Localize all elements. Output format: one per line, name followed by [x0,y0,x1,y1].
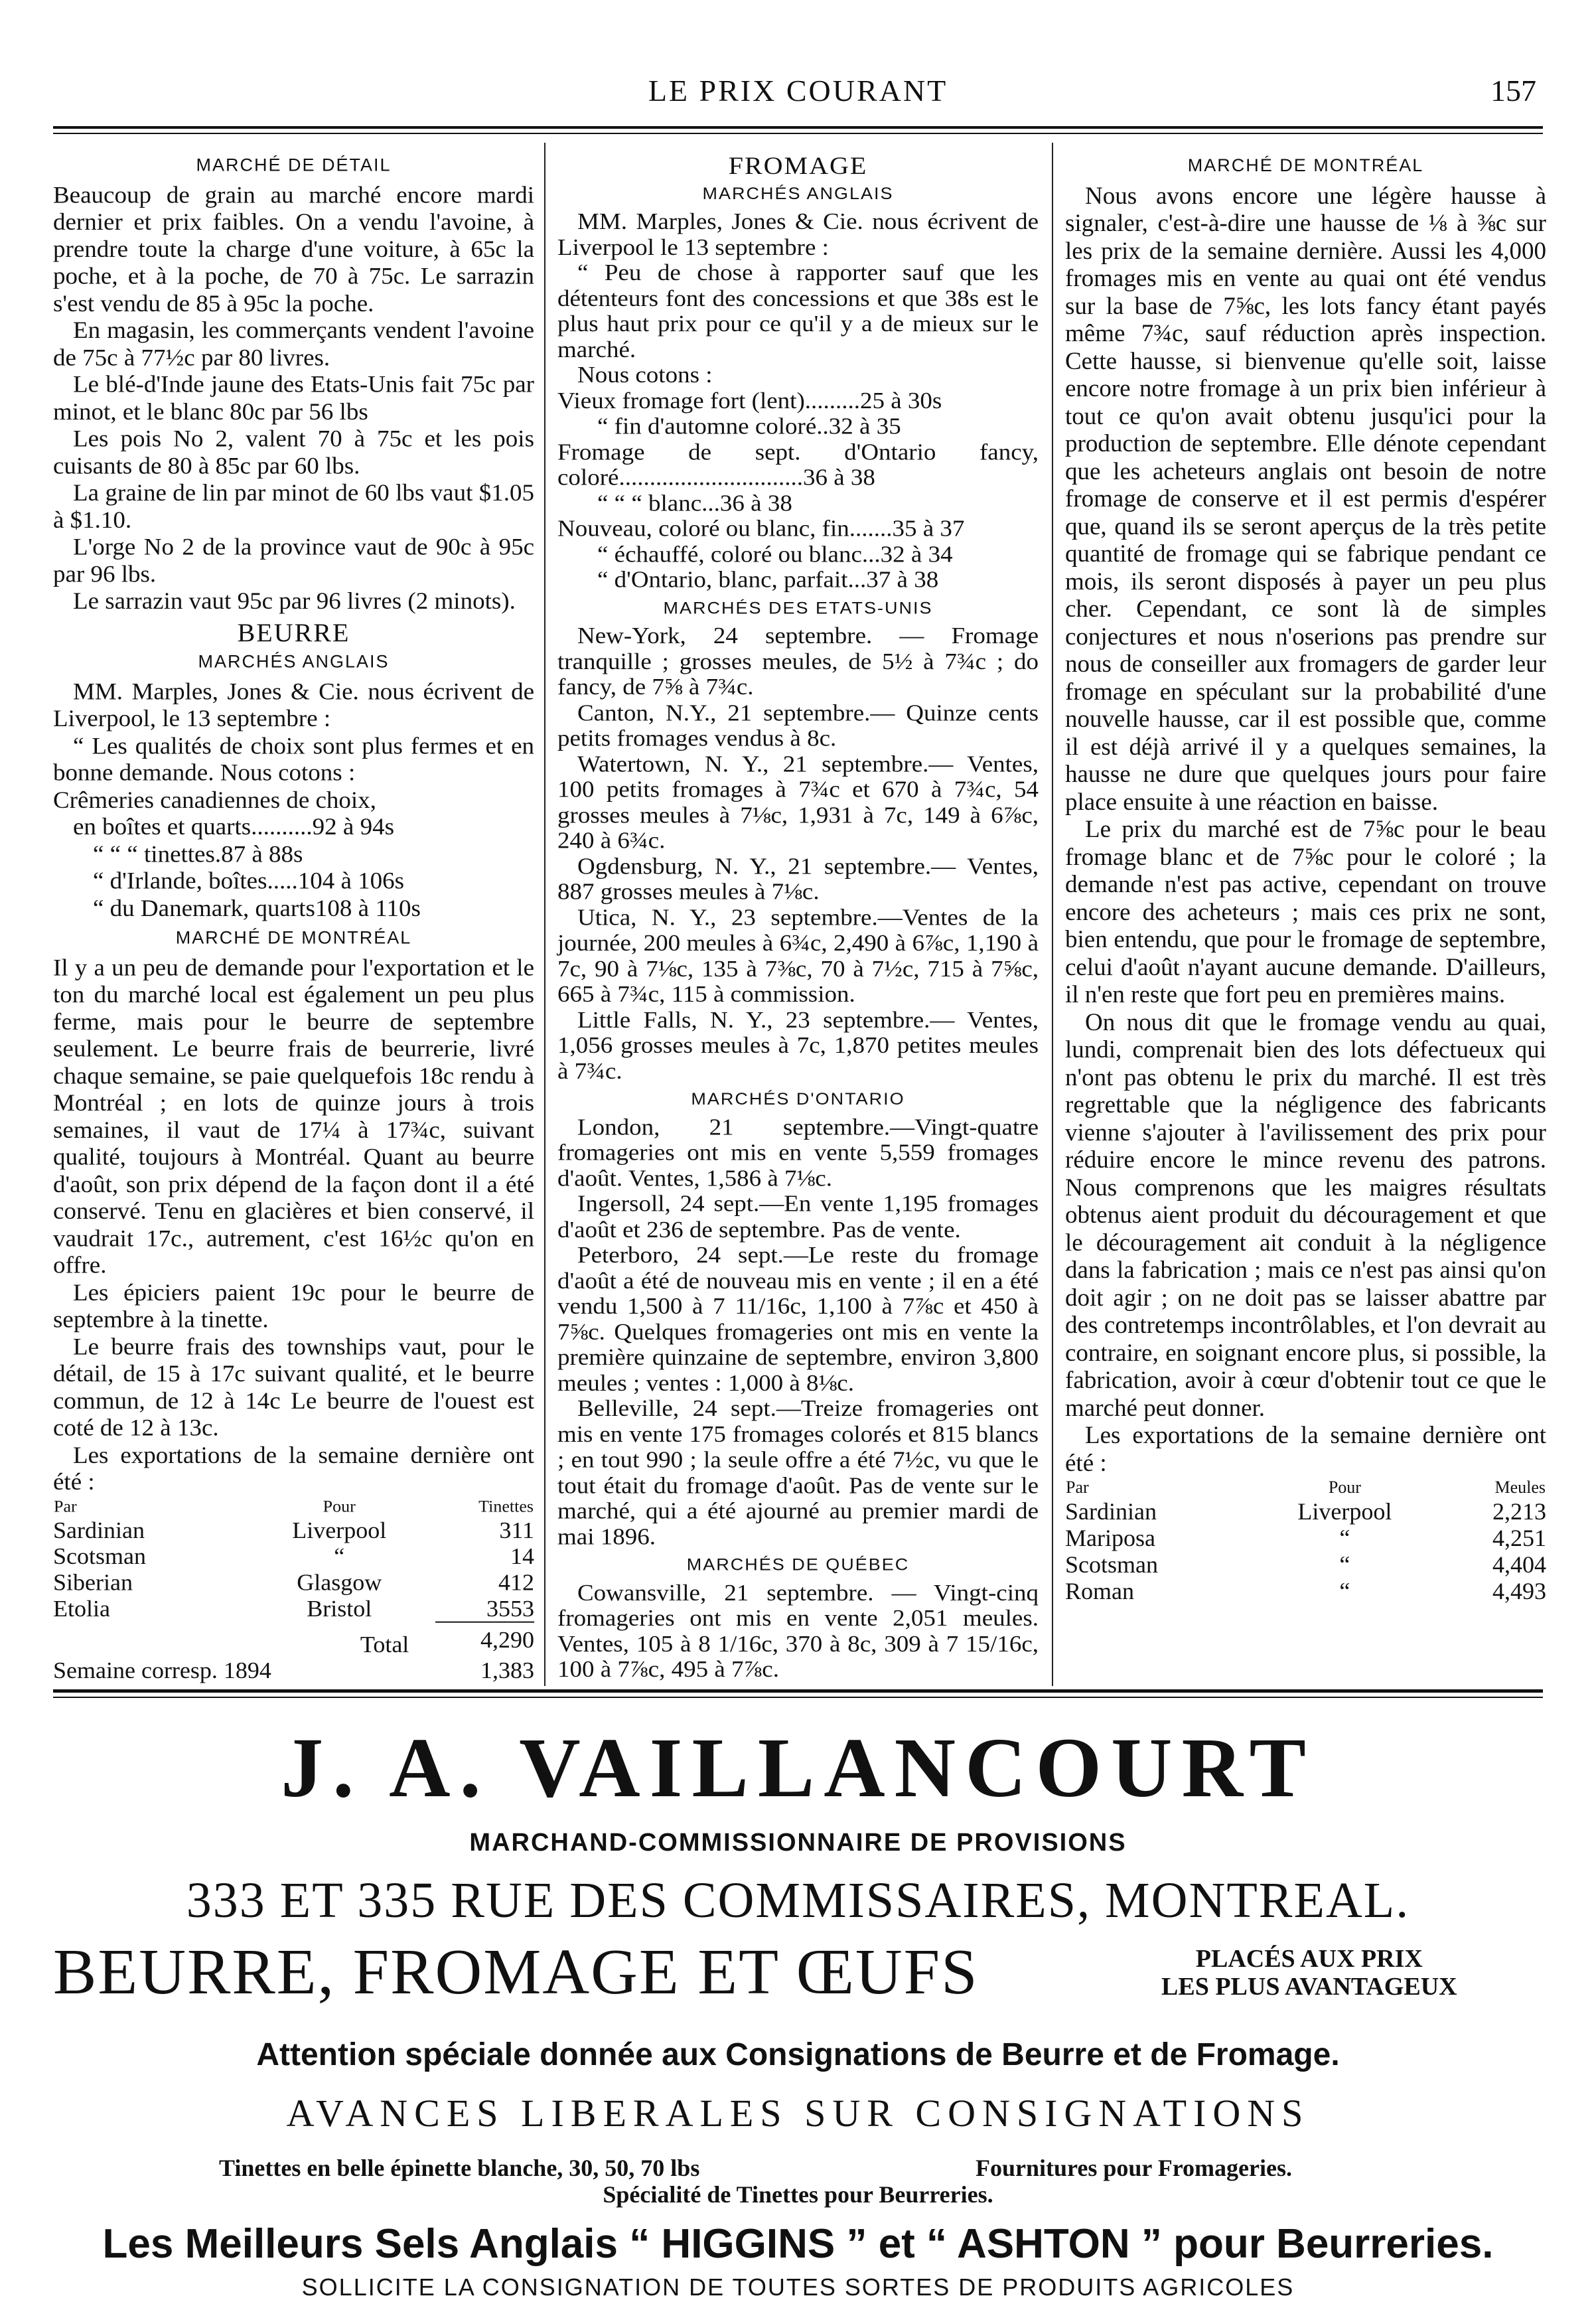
section-title: FROMAGE [728,151,868,180]
paragraph: “ Les qualités de choix sont plus fermes et en bonne demande. Nous cotons : [53,732,534,787]
paragraph: Ingersoll, 24 sept.—En vente 1,195 fromages d'août et 236 de septembre. Pas de vente. [557,1191,1039,1243]
paragraph: Utica, N. Y., 23 septembre.—Ventes de la journée, 200 meules à 6¾c, 2,490 à 6⅞c, 1,190 à 7c, 90 à 7⅛c, 135 à 7⅜c, 70 à 7½c, 715 à 7⅝c, 665 à 7¾c, 115 à commission. [557,905,1039,1008]
column-divider [1052,143,1053,1686]
paragraph: “ Peu de chose à rapporter sauf que les détenteurs font des concessions et que 38s est le plus haut prix pour ce qu'il y a de mieux sur le marché. [557,260,1039,362]
paragraph: Canton, N.Y., 21 septembre.— Quinze cents petits fromages vendus à 8c. [557,700,1039,751]
prev-value: 1,383 [480,1657,534,1683]
total-label: Total [360,1630,409,1657]
paragraph: Peterboro, 24 sept.—Le reste du fromage d'août a été de nouveau mis en vente ; il en a été vendu 1,500 à 7 11/16c, 1,100 à 7⅞c et 450 à 7⅝c. Quelques fromageries ont mis en vente la première quinzaine de septembre, environ 3,800 meules ; ventes : 1,000 à 8⅛c. [557,1243,1039,1396]
paragraph: Le beurre frais des townships vaut, pour le détail, de 15 à 17c suivant qualité, et le beurre commun, de 12 à 14c Le beurre de l'ouest est coté de 12 à 13c. [53,1333,534,1442]
paragraph: MM. Marples, Jones & Cie. nous écrivent de Liverpool, le 13 septembre : [53,678,534,732]
salts-line: Les Meilleurs Sels Anglais “ HIGGINS ” et “ ASHTON ” pour Beurreries. [102,2221,1494,2267]
total-row [53,1622,534,1657]
quote-line: Crêmeries canadiennes de choix, [53,786,376,814]
paragraph: L'orge No 2 de la province vaut de 90c à 95c par 96 lbs. [53,533,534,588]
destination: Bristol [307,1595,372,1622]
ad-top-rule-thin [53,1697,1543,1698]
paragraph: Les épiciers paient 19c pour le beurre de septembre à la tinette. [53,1279,534,1334]
section-heading: MARCHÉS ANGLAIS [702,184,894,203]
table-header: Pour [323,1496,356,1515]
ship-name: Etolia [53,1595,110,1622]
paragraph: Il y a un peu de demande pour l'exportation et le ton du marché local est également un peu plus ferme, mais pour le beurre de septembre seulement. Le beurre frais de beurrerie, livré chaque semaine, se paie quelquefois 18c rendu à Montréal ; en lots de quinze jours à trois semaines, il vaut de 17¼ à 17¾c, suivant qualité, toujours à Montréal. Quant au beurre d'août, son prix dépend de la façon dont il a été conservé. Tenu en glacières et bien conservé, il vaudrait 17c., autrement, c'est 16½c qu'on en offre. [53,954,534,1279]
prices-note-line1: PLACÉS AUX PRIX [1195,1945,1423,1973]
paragraph: Nous avons encore une légère hausse à signaler, c'est-à-dire une hausse de ⅛ à ⅜c sur les prix de la semaine dernière. Aussi les 4,000 fromages mis en vente au quai ont été vendus sur la base de 7⅝c, les lots fancy étant payés même 7¾c, sauf réduction après inspection. Cette hausse, si bienvenue qu'elle soit, laisse encore notre fromage à un prix bien inférieur à tout ce qu'on avait obtenu jusqu'ici pour la production de septembre. Elle dénote cependant que les acheteurs anglais ont besoin de notre fromage de conserve et il est permis d'espérer que, quand ils se seront aperçus de la très petite quantité de fromage qui se fabrique pendant ce mois, ils seront disposés à payer un peu plus cher. Cependant, ce sont là de simples conjectures et nous n'oserions pas prendre sur nous de conseiller aux fromagers de garder leur fromage en spéculant sur la probabilité d'une nouvelle hausse, car il est possible que, comme il est déjà arrivé il y a quelques semaines, la hausse ne dure que quelques jours pour faire place ensuite à une réaction en baisse. [1065,182,1546,816]
paragraph: Les exportations de la semaine dernière ont été : [1065,1422,1546,1477]
quote-line: Nouveau, coloré ou blanc, fin.......35 à 37 [557,516,965,542]
section-heading: MARCHÉ DE MONTRÉAL [1187,155,1424,175]
quote-line: Fromage de sept. d'Ontario fancy, coloré..............................36 à 38 [557,439,1039,491]
paragraph: Les exportations de la semaine dernière ont été : [53,1441,534,1496]
section-heading: MARCHÉS ANGLAIS [198,651,390,672]
paragraph: Cowansville, 21 septembre. — Vingt-cinq fromageries ont mis en vente 2,051 meules. Ventes, 105 à 8 1/16c, 370 à 8c, 309 à 7 15/16c, 100 à 7⅞c, 495 à 7⅞c. [557,1580,1039,1683]
page-number: 157 [1490,74,1536,108]
paragraph: London, 21 septembre.—Vingt-quatre fromageries ont mis en vente 5,559 fromages d'août. Ventes, 1,586 à 7⅛c. [557,1115,1039,1191]
quantity: 14 [510,1543,534,1569]
prev-row [53,1657,534,1683]
destination: Glasgow [297,1569,382,1595]
prices-note [1161,1945,1457,2001]
advertiser-tagline: MARCHAND-COMMISSIONNAIRE DE PROVISIONS [469,1829,1127,1857]
page-header [53,73,1543,119]
section-heading: MARCHÉ DE DÉTAIL [196,155,392,175]
header-rule-thin [53,133,1543,134]
table-row [53,1517,534,1543]
paragraph: Le sarrazin vaut 95c par 96 livres (2 minots). [73,587,516,615]
table-header: Tinettes [478,1496,534,1515]
prices-note-line2: LES PLUS AVANTAGEUX [1161,1973,1457,2001]
products-headline: BEURRE, FROMAGE ET ŒUFS [53,1936,979,2008]
supplies-line: Fournitures pour Fromageries. [976,2155,1292,2181]
quote-line: Vieux fromage fort (lent).........25 à 30s [557,388,942,414]
table-row [1065,1578,1546,1604]
table-row [53,1595,534,1622]
paragraph: Beaucoup de grain au marché encore mardi dernier et prix faibles. On a vendu l'avoine, à prendre toute la charge d'une voiture, à 65c la poche, et à la poche, de 70 à 75c. Le sarrazin s'est vendu de 85 à 95c la poche. [53,181,534,317]
quote-line: “ fin d'automne coloré..32 à 35 [597,414,901,439]
table-header: Par [54,1496,77,1515]
column-fromage [557,149,1039,1683]
table-header: Par [1066,1478,1089,1497]
exports-table [53,1496,534,1683]
total-value: 4,290 [435,1622,534,1657]
destination: “ [1339,1551,1350,1578]
destination: “ [334,1543,345,1569]
section-title: BEURRE [237,617,350,647]
paragraph: Ogdensburg, N. Y., 21 septembre.— Ventes, 887 grosses meules à 7⅛c. [557,854,1039,905]
quantity: 3553 [486,1594,534,1622]
quantity: 311 [499,1516,534,1543]
quantity: 4,493 [1492,1578,1546,1604]
section-heading: MARCHÉS D'ONTARIO [691,1089,905,1109]
section-heading: MARCHÉ DE MONTRÉAL [175,927,412,948]
paragraph: Watertown, N. Y., 21 septembre.— Ventes, 100 petits fromages à 7¾c et 670 à 7¾c, 54 grosses meules à 7⅛c, 1,931 à 7c, 149 à 6⅞c, 240 à 6¾c. [557,751,1039,854]
advances-line: AVANCES LIBERALES SUR CONSIGNATIONS [286,2092,1310,2135]
ship-name: Scotsman [53,1543,146,1569]
paragraph: Le prix du marché est de 7⅝c pour le beau fromage blanc et de 7⅝c pour le coloré ; la demande n'est pas active, cependant on trouve encore des acheteurs ; mais ces prix ne sont, bien entendu, que pour le fromage de septembre, celui d'août n'ayant aucune demande. D'ailleurs, il n'en reste que fort peu en premières mains. [1065,816,1546,1008]
quantity: 4,251 [1492,1525,1546,1551]
destination: Liverpool [1297,1498,1392,1525]
column-montreal [1065,149,1546,1604]
paragraph: La graine de lin par minot de 60 lbs vaut $1.05 à $1.10. [53,479,534,534]
paragraph: Les pois No 2, valent 70 à 75c et les pois cuisants de 80 à 85c par 60 lbs. [53,425,534,479]
quote-line: “ “ “ tinettes.87 à 88s [93,840,303,868]
ad-top-rule [53,1689,1543,1693]
paragraph: Belleville, 24 sept.—Treize fromageries ont mis en vente 175 fromages colorés et 815 blancs ; en tout 990 ; la seule offre a été 7½c, vu que le tout était du fromage d'août. Pas de vente sur le marché, qui a été ajourné au premier mardi de mai 1896. [557,1396,1039,1550]
quantity: 412 [498,1569,534,1595]
solicit-line: SOLLICITE LA CONSIGNATION DE TOUTES SORTES DE PRODUITS AGRICOLES [301,2273,1295,2301]
quote-line: en boîtes et quarts..........92 à 94s [73,813,394,840]
destination: “ [1339,1525,1350,1551]
ship-name: Mariposa [1065,1525,1155,1551]
ship-name: Sardinian [1065,1498,1157,1525]
ship-name: Roman [1065,1578,1134,1604]
advertiser-address: 333 ET 335 RUE DES COMMISSAIRES, MONTREAL. [186,1873,1410,1928]
prev-label: Semaine corresp. 1894 [53,1657,271,1683]
advertiser-name: J. A. VAILLANCOURT [281,1721,1315,1815]
quantity: 2,213 [1492,1498,1546,1525]
paragraph: On nous dit que le fromage vendu au quai, lundi, comprenait bien des lots défectueux qui n'ont pas obtenu le prix du marché. Il est très regrettable que la négligence des fabricants vienne s'ajouter à l'avilissement des prix pour réduire encore le mince revenu des patrons. Nous comprenons que les maigres résultats obtenus aient produit du découragement et que le découragement ait conduit à la négligence dans la fabrication ; mais ce n'est pas ainsi qu'on doit agir ; on ne doit pas se laisser abattre par des contretemps incontrôlables, et l'on devrait au contraire, en soignant encore plus, si possible, la fabrication, avoir à cœur d'obtenir tout ce que le marché peut donner. [1065,1008,1546,1422]
section-heading: MARCHÉS DE QUÉBEC [686,1555,910,1574]
table-row [1065,1525,1546,1551]
table-header: Pour [1328,1478,1361,1497]
paragraph: En magasin, les commerçants vendent l'avoine de 75c à 77½c par 80 livres. [53,317,534,371]
quote-line: “ échauffé, coloré ou blanc...32 à 34 [597,542,953,568]
quantity: 4,404 [1492,1551,1546,1578]
quote-line: “ d'Irlande, boîtes.....104 à 106s [93,868,405,895]
section-heading: MARCHÉS DES ETATS-UNIS [663,598,933,617]
destination: Liverpool [292,1516,387,1543]
table-row [1065,1498,1546,1525]
ship-name: Scotsman [1065,1551,1158,1578]
header-rule [53,126,1543,129]
table-row [53,1543,534,1569]
paragraph: New-York, 24 septembre. — Fromage tranquille ; grosses meules, de 5½ à 7¾c ; do fancy, de 7⅝ à 7¾c. [557,623,1039,700]
page-title: LE PRIX COURANT [648,74,948,108]
column-beurre [53,149,534,1683]
quote-line: “ du Danemark, quarts108 à 110s [93,895,421,922]
destination: “ [1339,1578,1350,1604]
paragraph: Nous cotons : [577,362,713,388]
attention-line: Attention spéciale donnée aux Consignations de Beurre et de Fromage. [256,2037,1340,2072]
quote-line: “ d'Ontario, blanc, parfait...37 à 38 [597,567,939,593]
table-row [1065,1551,1546,1578]
tinettes-line: Tinettes en belle épinette blanche, 30, 50, 70 lbs [219,2155,700,2181]
table-row [53,1569,534,1595]
specialty-line: Spécialité de Tinettes pour Beurreries. [603,2181,993,2208]
exports-table [1065,1477,1546,1604]
column-divider [544,143,545,1686]
table-header: Meules [1494,1478,1546,1497]
quote-line: “ “ “ blanc...36 à 38 [597,491,792,516]
paragraph: Little Falls, N. Y., 23 septembre.— Ventes, 1,056 grosses meules à 7c, 1,870 petites meules à 7¾c. [557,1007,1039,1084]
ship-name: Sardinian [53,1516,145,1543]
paragraph: Le blé-d'Inde jaune des Etats-Unis fait 75c par minot, et le blanc 80c par 56 lbs [53,371,534,425]
ship-name: Siberian [53,1569,133,1595]
paragraph: MM. Marples, Jones & Cie. nous écrivent de Liverpool le 13 septembre : [557,209,1039,260]
